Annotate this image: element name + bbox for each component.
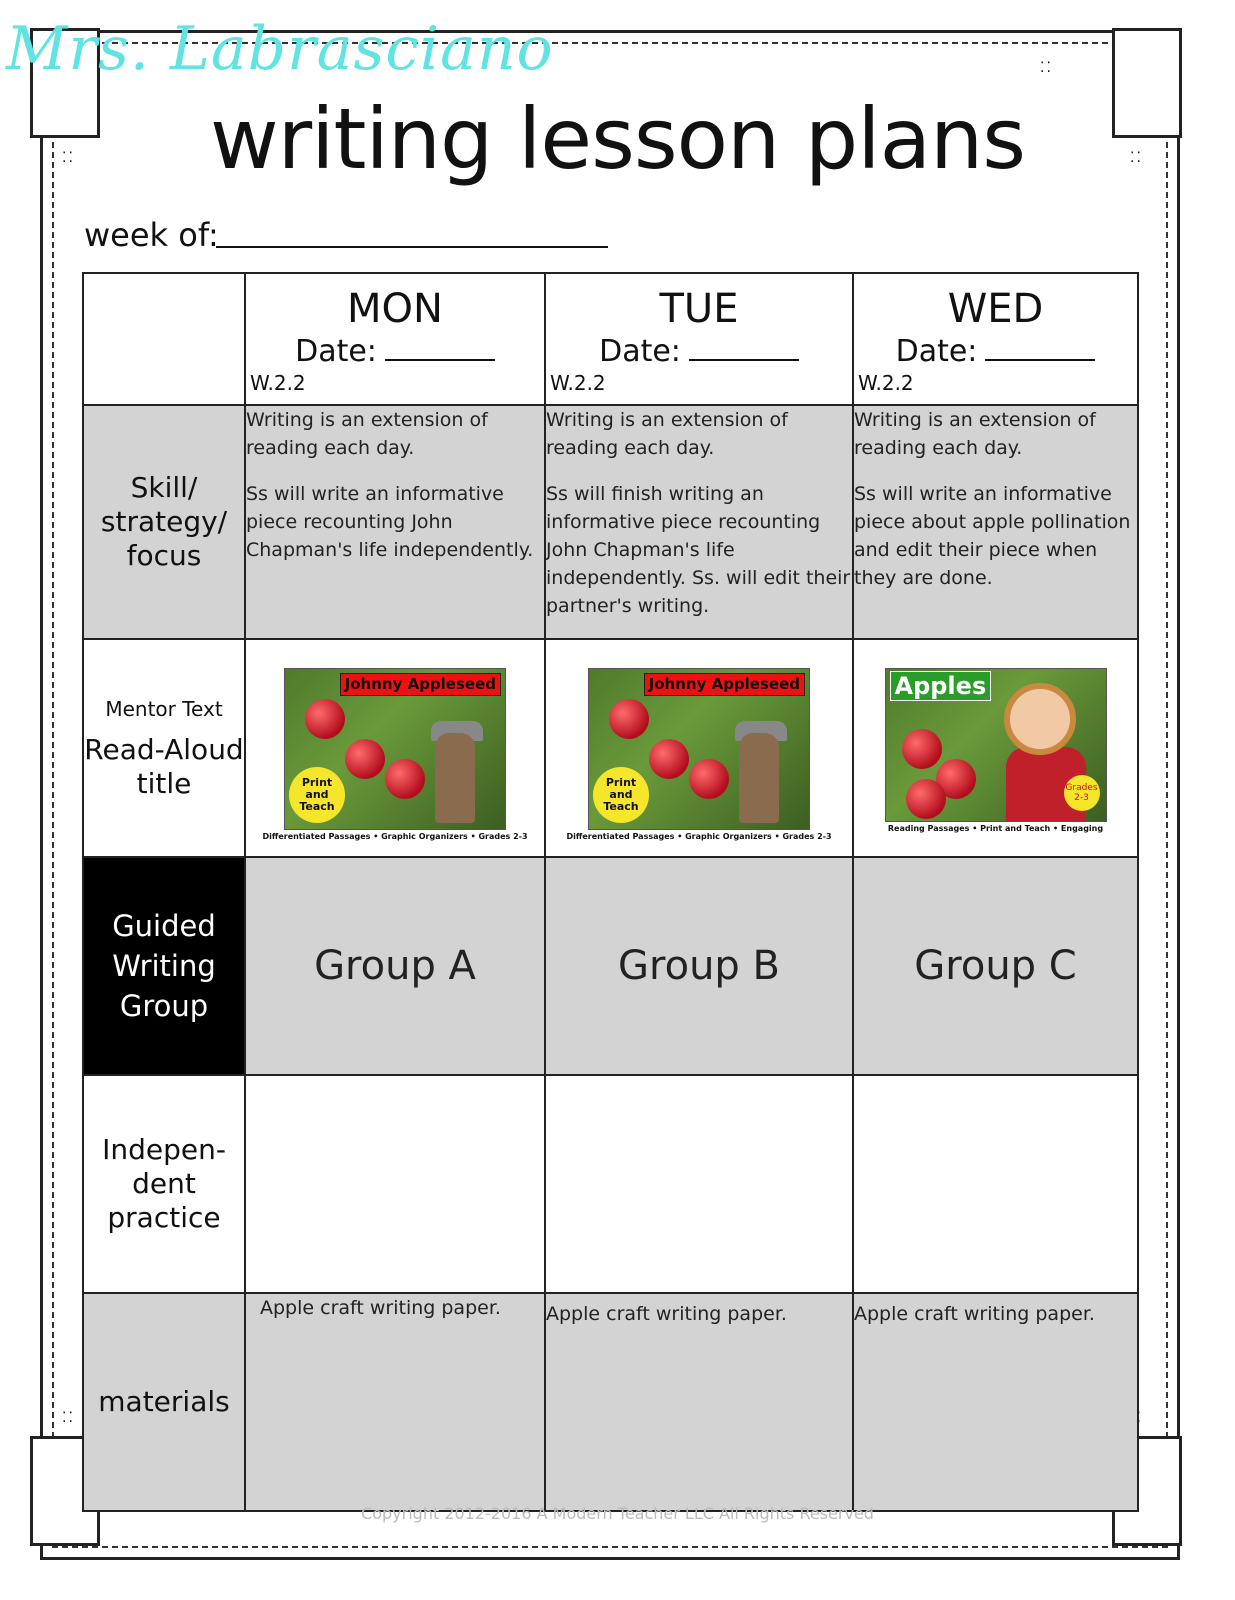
book-cover-apples	[885, 668, 1107, 822]
book-title-tag: Johnny Appleseed	[644, 673, 805, 696]
group-cell-wed[interactable]: Group C	[853, 857, 1138, 1075]
teacher-signature: Mrs. Labrasciano	[6, 14, 554, 84]
book-caption: Differentiated Passages • Graphic Organizers • Grades 2-3	[262, 832, 528, 841]
group-cell-mon[interactable]: Group A	[245, 857, 545, 1075]
date-field[interactable]	[246, 334, 544, 369]
standard-code: W.2.2	[250, 371, 306, 395]
independent-cell-mon[interactable]	[245, 1075, 545, 1293]
materials-cell-mon[interactable]: Apple craft writing paper.	[245, 1293, 545, 1511]
skill-text: Ss will finish writing an informative piece recounting John Chapman's life independently. Ss. will edit their partner's writing.	[546, 483, 851, 617]
date-field[interactable]	[546, 334, 852, 369]
week-of-label: week of:	[84, 216, 219, 254]
row-label-mentor	[83, 639, 245, 857]
copyright-notice: Copyright 2012-2016 A Modern Teacher LLC All Rights Reserved	[361, 1504, 874, 1523]
book-caption: Reading Passages • Print and Teach • Engaging	[887, 824, 1104, 833]
book-title-tag: Johnny Appleseed	[340, 673, 501, 696]
skill-text: Writing is an extension of reading each day.	[246, 409, 488, 459]
row-label-skill: Skill/ strategy/ focus	[83, 405, 245, 639]
date-label: Date:	[295, 334, 377, 369]
day-header-mon	[245, 273, 545, 405]
materials-cell-wed[interactable]: Apple craft writing paper.	[853, 1293, 1138, 1511]
lesson-plan-table	[82, 272, 1139, 1512]
mentor-cell-wed	[853, 639, 1138, 857]
page-title: writing lesson plans	[209, 90, 1026, 188]
day-name: TUE	[659, 286, 739, 332]
dots-decoration: ⁚⁚	[1130, 150, 1143, 166]
standard-code: W.2.2	[858, 371, 914, 395]
date-blank[interactable]	[385, 359, 495, 361]
mentor-text-label: Mentor Text	[105, 697, 223, 721]
book-cover-johnny-appleseed	[284, 668, 506, 830]
book-cover-johnny-appleseed	[588, 668, 810, 830]
materials-cell-tue[interactable]: Apple craft writing paper.	[545, 1293, 853, 1511]
skill-cell-tue[interactable]	[545, 405, 853, 639]
independent-cell-wed[interactable]	[853, 1075, 1138, 1293]
row-label-independent: Indepen-dent practice	[83, 1075, 245, 1293]
day-name: WED	[947, 286, 1044, 332]
dots-decoration: ⁚⁚	[62, 1410, 75, 1426]
day-header-tue	[545, 273, 853, 405]
mentor-cell-tue	[545, 639, 853, 857]
date-blank[interactable]	[689, 359, 799, 361]
day-name: MON	[347, 286, 443, 332]
date-blank[interactable]	[985, 359, 1095, 361]
book-title-tag: Apples	[890, 671, 992, 701]
skill-text: Writing is an extension of reading each day.	[854, 409, 1096, 459]
dots-decoration: ⁚⁚	[1130, 1410, 1143, 1426]
mentor-text-row	[83, 639, 1138, 857]
grades-badge: Grades 2-3	[1064, 775, 1100, 811]
mentor-cell-mon	[245, 639, 545, 857]
dots-decoration: ⁚⁚	[62, 150, 75, 166]
print-teach-badge: Print and Teach	[289, 767, 345, 823]
date-label: Date:	[895, 334, 978, 369]
corner-cell	[83, 273, 245, 405]
skill-text: Ss will write an informative piece recounting John Chapman's life independently.	[246, 483, 534, 561]
print-teach-badge: Print and Teach	[593, 767, 649, 823]
group-cell-tue[interactable]: Group B	[545, 857, 853, 1075]
skill-cell-mon[interactable]	[245, 405, 545, 639]
independent-cell-tue[interactable]	[545, 1075, 853, 1293]
book-caption: Differentiated Passages • Graphic Organizers • Grades 2-3	[566, 832, 832, 841]
week-of-blank[interactable]	[216, 246, 608, 248]
row-label-guided: Guided Writing Group	[83, 857, 245, 1075]
header-row	[83, 273, 1138, 405]
day-header-wed	[853, 273, 1138, 405]
dots-decoration: ⁚⁚	[1040, 60, 1053, 76]
guided-writing-row	[83, 857, 1138, 1075]
skill-text: Ss will write an informative piece about apple pollination and edit their piece when they are done.	[854, 483, 1131, 589]
independent-practice-row	[83, 1075, 1138, 1293]
row-label-materials: materials	[83, 1293, 245, 1511]
standard-code: W.2.2	[550, 371, 606, 395]
date-field[interactable]	[854, 334, 1137, 369]
skill-cell-wed[interactable]	[853, 405, 1138, 639]
materials-row	[83, 1293, 1138, 1511]
skill-row	[83, 405, 1138, 639]
date-label: Date:	[599, 334, 681, 369]
skill-text: Writing is an extension of reading each day.	[546, 409, 788, 459]
read-aloud-label: Read-Aloud title	[84, 733, 244, 800]
